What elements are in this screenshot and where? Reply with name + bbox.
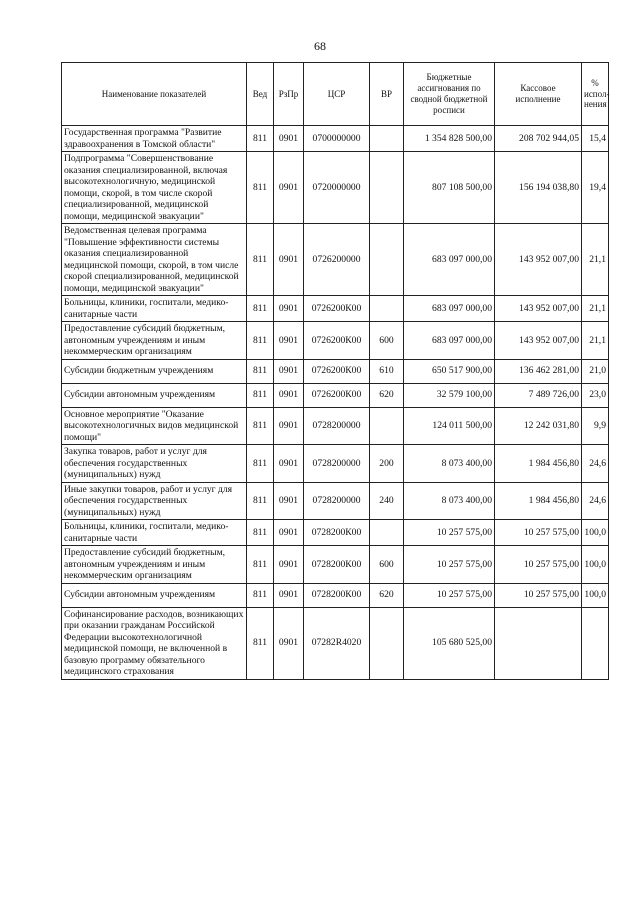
table-row — [62, 383, 609, 407]
row-budget: 650 517 900,00 — [404, 359, 495, 383]
row-vr — [370, 607, 404, 679]
row-budget: 683 097 000,00 — [404, 296, 495, 322]
row-ved: 811 — [247, 520, 274, 546]
row-name: Субсидии автономным учреждениям — [62, 383, 247, 407]
row-cash: 156 194 038,80 — [495, 152, 582, 224]
row-percent: 21,1 — [582, 296, 609, 322]
row-budget: 8 073 400,00 — [404, 445, 495, 483]
row-vr: 600 — [370, 546, 404, 584]
row-csr: 0726200К00 — [304, 383, 370, 407]
row-percent: 100,0 — [582, 583, 609, 607]
header-csr: ЦСР — [304, 63, 370, 126]
row-name: Государственная программа "Развитие здравоохранения в Томской области" — [62, 126, 247, 152]
row-cash: 7 489 726,00 — [495, 383, 582, 407]
row-csr: 0726200К00 — [304, 359, 370, 383]
row-ved: 811 — [247, 296, 274, 322]
row-ved: 811 — [247, 359, 274, 383]
row-budget: 32 579 100,00 — [404, 383, 495, 407]
table-row — [62, 407, 609, 445]
row-vr: 620 — [370, 383, 404, 407]
row-csr: 0726200К00 — [304, 322, 370, 360]
row-rzpr: 0901 — [274, 322, 304, 360]
row-rzpr: 0901 — [274, 407, 304, 445]
header-percent: % испол-нения — [582, 63, 609, 126]
row-vr: 620 — [370, 583, 404, 607]
table-row — [62, 126, 609, 152]
header-rzpr: РзПр — [274, 63, 304, 126]
header-name: Наименование показателей — [62, 63, 247, 126]
row-percent: 21,1 — [582, 322, 609, 360]
row-name: Субсидии бюджетным учреждениям — [62, 359, 247, 383]
table-row — [62, 152, 609, 224]
row-cash: 12 242 031,80 — [495, 407, 582, 445]
row-name: Больницы, клиники, госпитали, медико-санитарные части — [62, 296, 247, 322]
row-cash: 208 702 944,05 — [495, 126, 582, 152]
row-vr: 240 — [370, 482, 404, 520]
row-csr: 0728200000 — [304, 482, 370, 520]
row-percent — [582, 607, 609, 679]
row-name: Иные закупки товаров, работ и услуг для обеспечения государственных (муниципальных) нужд — [62, 482, 247, 520]
row-budget: 1 354 828 500,00 — [404, 126, 495, 152]
table-row — [62, 546, 609, 584]
row-name: Предоставление субсидий бюджетным, автономным учреждениям и иным некоммерческим организациям — [62, 322, 247, 360]
row-csr: 0726200000 — [304, 224, 370, 296]
row-csr: 0700000000 — [304, 126, 370, 152]
row-percent: 15,4 — [582, 126, 609, 152]
row-rzpr: 0901 — [274, 126, 304, 152]
table-row — [62, 296, 609, 322]
row-percent: 100,0 — [582, 546, 609, 584]
row-vr: 600 — [370, 322, 404, 360]
row-rzpr: 0901 — [274, 607, 304, 679]
row-name: Больницы, клиники, госпитали, медико-санитарные части — [62, 520, 247, 546]
row-cash — [495, 607, 582, 679]
header-cash: Кассовое исполнение — [495, 63, 582, 126]
row-percent: 23,0 — [582, 383, 609, 407]
row-ved: 811 — [247, 383, 274, 407]
row-ved: 811 — [247, 126, 274, 152]
row-budget: 8 073 400,00 — [404, 482, 495, 520]
row-percent: 9,9 — [582, 407, 609, 445]
row-csr: 07282R4020 — [304, 607, 370, 679]
table-row — [62, 607, 609, 679]
row-cash: 10 257 575,00 — [495, 583, 582, 607]
row-ved: 811 — [247, 445, 274, 483]
row-ved: 811 — [247, 322, 274, 360]
row-rzpr: 0901 — [274, 296, 304, 322]
table-row — [62, 322, 609, 360]
row-vr — [370, 126, 404, 152]
row-cash: 143 952 007,00 — [495, 224, 582, 296]
row-budget: 683 097 000,00 — [404, 224, 495, 296]
row-name: Предоставление субсидий бюджетным, автономным учреждениям и иным некоммерческим организациям — [62, 546, 247, 584]
table-header-row — [62, 63, 609, 126]
header-ved: Вед — [247, 63, 274, 126]
row-csr: 0728200000 — [304, 445, 370, 483]
row-vr — [370, 520, 404, 546]
row-budget: 683 097 000,00 — [404, 322, 495, 360]
header-budget: Бюджетные ассигнования по сводной бюджетной росписи — [404, 63, 495, 126]
row-rzpr: 0901 — [274, 224, 304, 296]
row-name: Субсидии автономным учреждениям — [62, 583, 247, 607]
row-budget: 124 011 500,00 — [404, 407, 495, 445]
row-percent: 24,6 — [582, 482, 609, 520]
row-budget: 105 680 525,00 — [404, 607, 495, 679]
row-percent: 21,1 — [582, 224, 609, 296]
row-ved: 811 — [247, 152, 274, 224]
row-rzpr: 0901 — [274, 583, 304, 607]
table-row — [62, 445, 609, 483]
table-row — [62, 224, 609, 296]
table-row — [62, 583, 609, 607]
row-csr: 0728200К00 — [304, 520, 370, 546]
row-vr — [370, 152, 404, 224]
row-vr — [370, 224, 404, 296]
row-rzpr: 0901 — [274, 520, 304, 546]
row-vr — [370, 407, 404, 445]
row-budget: 10 257 575,00 — [404, 520, 495, 546]
row-rzpr: 0901 — [274, 482, 304, 520]
row-percent: 24,6 — [582, 445, 609, 483]
row-csr: 0726200К00 — [304, 296, 370, 322]
row-ved: 811 — [247, 482, 274, 520]
row-cash: 10 257 575,00 — [495, 546, 582, 584]
row-name: Основное мероприятие "Оказание высокотехнологичных видов медицинской помощи" — [62, 407, 247, 445]
row-name: Ведомственная целевая программа "Повышение эффективности системы оказания специализированной медицинской помощи, скорой, в том числе скорой специализированной, медицинской помощи, медицинской эвакуации" — [62, 224, 247, 296]
row-rzpr: 0901 — [274, 152, 304, 224]
row-name: Подпрограмма "Совершенствование оказания специализированной, включая высокотехнологичную, медицинской помощи, скорой, в том числе скорой специализированной, медицинской помощи, медицинской эвакуации" — [62, 152, 247, 224]
row-cash: 10 257 575,00 — [495, 520, 582, 546]
row-percent: 21,0 — [582, 359, 609, 383]
row-ved: 811 — [247, 407, 274, 445]
table-row — [62, 359, 609, 383]
row-csr: 0728200000 — [304, 407, 370, 445]
row-rzpr: 0901 — [274, 383, 304, 407]
row-rzpr: 0901 — [274, 445, 304, 483]
row-budget: 10 257 575,00 — [404, 583, 495, 607]
row-ved: 811 — [247, 583, 274, 607]
row-ved: 811 — [247, 546, 274, 584]
row-budget: 10 257 575,00 — [404, 546, 495, 584]
row-cash: 143 952 007,00 — [495, 322, 582, 360]
row-vr: 200 — [370, 445, 404, 483]
row-cash: 136 462 281,00 — [495, 359, 582, 383]
row-ved: 811 — [247, 607, 274, 679]
table-row — [62, 482, 609, 520]
row-name: Софинансирование расходов, возникающих при оказании гражданам Российской Федерации высокотехнологичной медицинской помощи, не включенной в базовую программу обязательного медицинского страхования — [62, 607, 247, 679]
row-cash: 1 984 456,80 — [495, 445, 582, 483]
row-budget: 807 108 500,00 — [404, 152, 495, 224]
row-name: Закупка товаров, работ и услуг для обеспечения государственных (муниципальных) нужд — [62, 445, 247, 483]
table-body — [62, 126, 609, 680]
page-number: 68 — [314, 39, 326, 53]
budget-execution-table — [61, 62, 609, 680]
row-rzpr: 0901 — [274, 546, 304, 584]
row-cash: 143 952 007,00 — [495, 296, 582, 322]
row-rzpr: 0901 — [274, 359, 304, 383]
row-csr: 0728200К00 — [304, 583, 370, 607]
row-csr: 0728200К00 — [304, 546, 370, 584]
row-cash: 1 984 456,80 — [495, 482, 582, 520]
header-vr: ВР — [370, 63, 404, 126]
row-vr — [370, 296, 404, 322]
row-ved: 811 — [247, 224, 274, 296]
row-percent: 100,0 — [582, 520, 609, 546]
row-percent: 19,4 — [582, 152, 609, 224]
row-vr: 610 — [370, 359, 404, 383]
table-row — [62, 520, 609, 546]
row-csr: 0720000000 — [304, 152, 370, 224]
